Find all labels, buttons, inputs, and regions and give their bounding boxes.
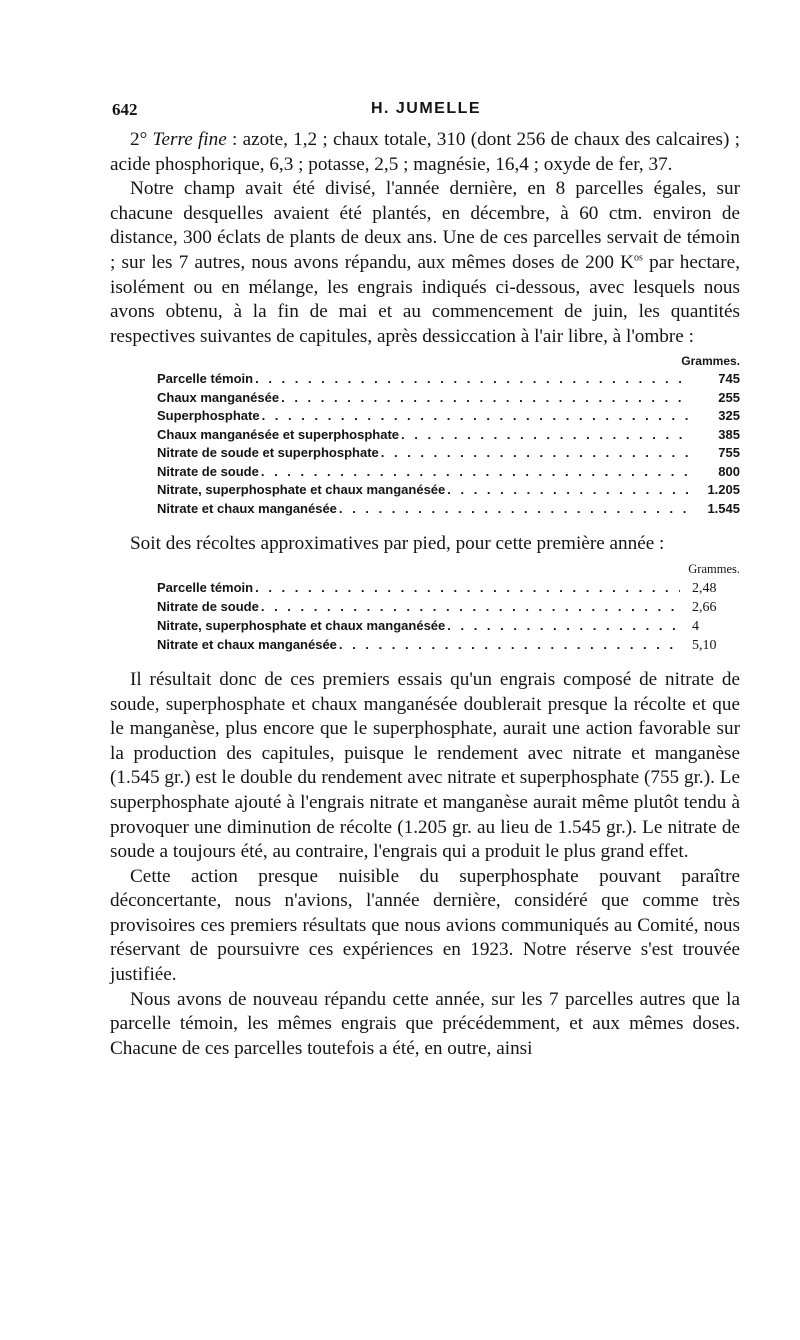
table-row	[157, 463, 740, 482]
dot-leader	[339, 500, 688, 519]
row-label: Chaux manganésée	[157, 389, 280, 405]
row-value: 755	[718, 445, 740, 461]
dot-leader	[255, 578, 680, 597]
table-row	[157, 578, 740, 597]
row-label: Superphosphate	[157, 408, 260, 424]
paragraph-action: Cette action presque nuisible du superphosphate pouvant paraître déconcertante, nous n'avions, l'année dernière, considéré que comme très provisoires ces premiers résultats que nous avions communiqués au Comité, nous réservant de poursuivre ces expériences en 1923. Notre réserve s'est trouvée justifiée.	[110, 865, 740, 986]
page-header	[112, 100, 740, 122]
harvest-table	[157, 370, 740, 518]
paragraph-text: Notre champ avait été divisé, l'année dernière, en 8 parcelles égales, sur chacune desquelles avaient été plantés, en décembre, à 60 ctm. environ de distance, 300 éclats de plants de deux ans. Une de ces parcelles servait de témoin ; sur les 7 autres, nous avons répandu, aux mêmes doses de 200 K	[110, 178, 740, 273]
paragraph-italic-term: Terre fine	[152, 129, 227, 150]
row-value: 255	[718, 389, 740, 405]
row-value: 1.205	[707, 482, 740, 498]
paragraph-soit: Soit des récoltes approximatives par pied, pour cette première année :	[130, 533, 665, 555]
row-value: 745	[718, 371, 740, 387]
dot-leader	[401, 426, 688, 445]
superscript: os	[634, 252, 643, 264]
row-label: Nitrate de soude	[157, 598, 259, 614]
row-label: Nitrate et chaux manganésée	[157, 636, 337, 652]
dot-leader	[261, 597, 680, 616]
page-number: 642	[112, 100, 138, 119]
table-row	[157, 370, 740, 389]
dot-leader	[381, 444, 688, 463]
table-row	[157, 389, 740, 408]
row-label: Chaux manganésée et superphosphate	[157, 426, 400, 442]
row-value: 800	[718, 463, 740, 479]
row-label: Nitrate de soude et superphosphate	[157, 445, 379, 461]
dot-leader	[447, 481, 688, 500]
dot-leader	[261, 463, 688, 482]
paragraph-champ	[110, 177, 740, 349]
row-value: 5,10	[692, 637, 717, 653]
table1-unit: Grammes.	[681, 354, 740, 369]
table-row	[157, 616, 740, 635]
row-value: 385	[718, 426, 740, 442]
table-row	[157, 500, 740, 519]
row-value: 2,66	[692, 599, 717, 615]
per-plant-table	[157, 578, 740, 654]
table-row	[157, 597, 740, 616]
table-row	[157, 481, 740, 500]
table-row	[157, 426, 740, 445]
paragraph-nouveau: Nous avons de nouveau répandu cette année, sur les 7 parcelles autres que la parcelle témoin, les mêmes engrais que précédemment, et aux mêmes doses. Chacune de ces parcelles toutefois a été, en outre, ainsi	[110, 988, 740, 1059]
dot-leader	[255, 370, 688, 389]
row-value: 325	[718, 408, 740, 424]
page-body	[110, 128, 740, 1061]
row-label: Nitrate, superphosphate et chaux manganésée	[157, 617, 446, 633]
table-row	[157, 407, 740, 426]
row-label: Parcelle témoin	[157, 579, 254, 595]
dot-leader	[262, 407, 688, 426]
row-label: Nitrate, superphosphate et chaux manganésée	[157, 482, 446, 498]
row-value: 2,48	[692, 580, 717, 596]
dot-leader	[339, 635, 680, 654]
row-value: 1.545	[707, 500, 740, 516]
paragraph-label: 2°	[130, 129, 153, 150]
row-label: Parcelle témoin	[157, 371, 254, 387]
paragraph-text: : azote, 1,2 ; chaux totale, 310 (dont 256 de chaux des calcaires) ; acide phosphorique, 6,3 ; potasse, 2,5 ; magnésie, 16,4 ; oxyde de fer, 37.	[110, 129, 740, 175]
dot-leader	[447, 616, 680, 635]
paragraph-terre-fine	[110, 128, 740, 177]
paragraph-resultat: Il résultait donc de ces premiers essais qu'un engrais composé de nitrate de soude, superphosphate et chaux manganésée doublerait presque la récolte et que le manganèse, plus encore que le superphosphate, aurait une action favorable sur la production des capitules, puisque le rendement avec nitrate et manganèse (1.545 gr.) est le double du rendement avec nitrate et superphosphate (755 gr.). Le superphosphate ajouté à l'engrais nitrate et manganèse aurait même plutôt tendu à provoquer une diminution de récolte (1.205 gr. au lieu de 1.545 gr.). Le nitrate de soude a toujours été, au contraire, l'engrais qui a produit le plus grand effet.	[110, 668, 740, 863]
table-row	[157, 635, 740, 654]
row-label: Nitrate de soude	[157, 463, 259, 479]
paragraph-text: par hectare, isolément ou en mélange, les engrais indiqués ci-dessous, avec lesquels nous avons obtenu, à la fin de mai et au commencement de juin, les quantités respectives suivantes de capitules, après dessiccation à l'air libre, à l'ombre :	[110, 251, 740, 347]
table-row	[157, 444, 740, 463]
table2-unit: Grammes.	[688, 561, 740, 576]
row-value: 4	[692, 618, 699, 634]
running-head: H. JUMELLE	[370, 100, 482, 117]
row-label: Nitrate et chaux manganésée	[157, 500, 337, 516]
dot-leader	[281, 389, 688, 408]
